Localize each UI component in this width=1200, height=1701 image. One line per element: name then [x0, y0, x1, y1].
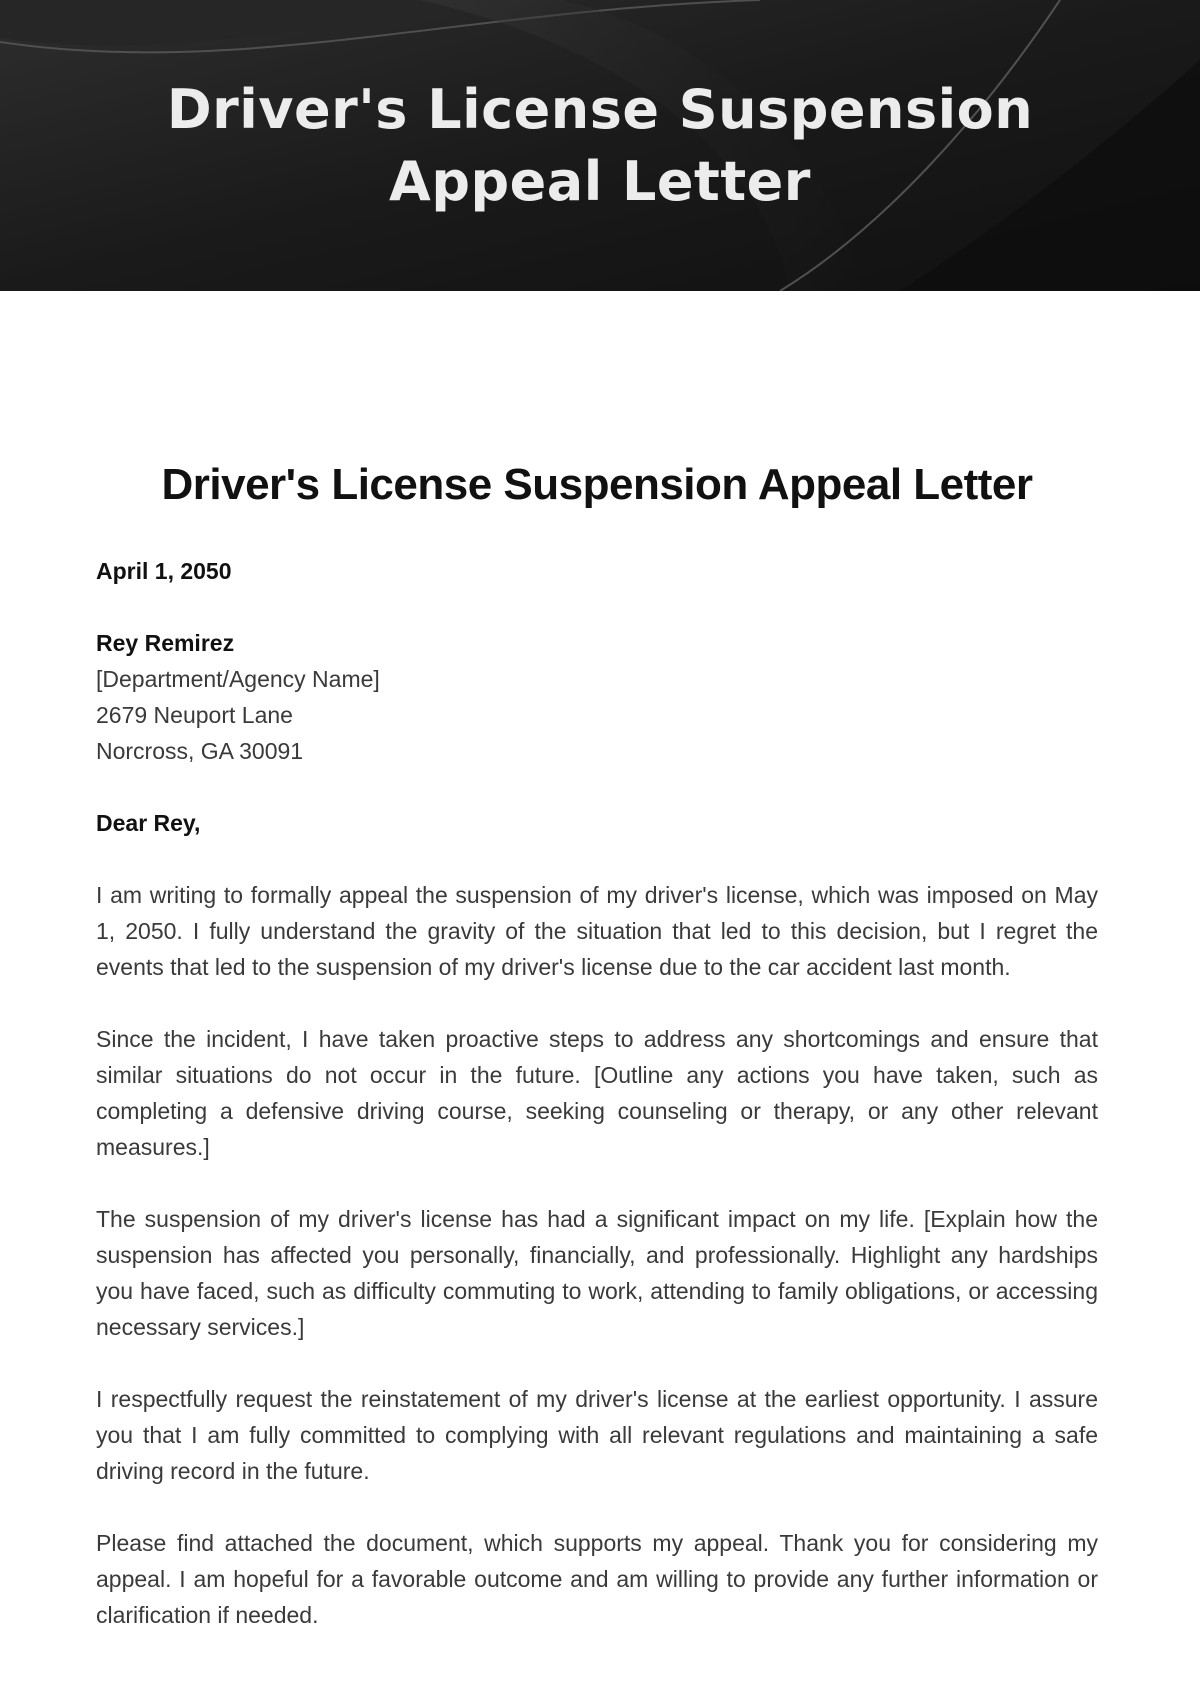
paragraph-1: I am writing to formally appeal the suspension of my driver's license, which was imposed on May 1, 2050. I fully understand the gravity of the situation that led to this decision, but I regret the events that led to the suspension of my driver's license due to the car accident last month. — [96, 882, 1098, 980]
paragraph-2: Since the incident, I have taken proactive steps to address any shortcomings and ensure that similar situations do not occur in the future. [Outline any actions you have taken, such as completing a defensive driving course, seeking counseling or therapy, or any other relevant measures.] — [96, 1026, 1098, 1160]
recipient-name: Rey Remirez — [96, 630, 235, 656]
letter-body — [96, 455, 1098, 1633]
header-banner — [0, 0, 1200, 291]
recipient-street: 2679 Neuport Lane — [96, 702, 293, 728]
banner-title-line2: Appeal Letter — [389, 150, 811, 213]
paragraph-3: The suspension of my driver's license has had a significant impact on my life. [Explain how the suspension has affected you personally, financially, and professionally. Highlight any hardships you have faced, such as difficulty commuting to work, attending to family obligations, or accessing necessary services.] — [96, 1206, 1098, 1340]
banner-title — [0, 74, 1200, 218]
document-title: Driver's License Suspension Appeal Letter — [161, 460, 1033, 509]
paragraph-5: Please find attached the document, which supports my appeal. Thank you for considering my appeal. I am hopeful for a favorable outcome and am willing to provide any further information or clarification if needed. — [96, 1530, 1098, 1628]
paragraph-4: I respectfully request the reinstatement of my driver's license at the earliest opportunity. I assure you that I am fully committed to complying with all relevant regulations and maintaining a safe driving record in the future. — [96, 1386, 1098, 1484]
recipient-city-state-zip: Norcross, GA 30091 — [96, 738, 304, 764]
recipient-address-block — [96, 625, 1098, 769]
banner-title-line1: Driver's License Suspension — [166, 78, 1034, 141]
recipient-agency: [Department/Agency Name] — [96, 666, 380, 692]
letter-date: April 1, 2050 — [96, 558, 232, 584]
salutation: Dear Rey, — [96, 810, 201, 836]
